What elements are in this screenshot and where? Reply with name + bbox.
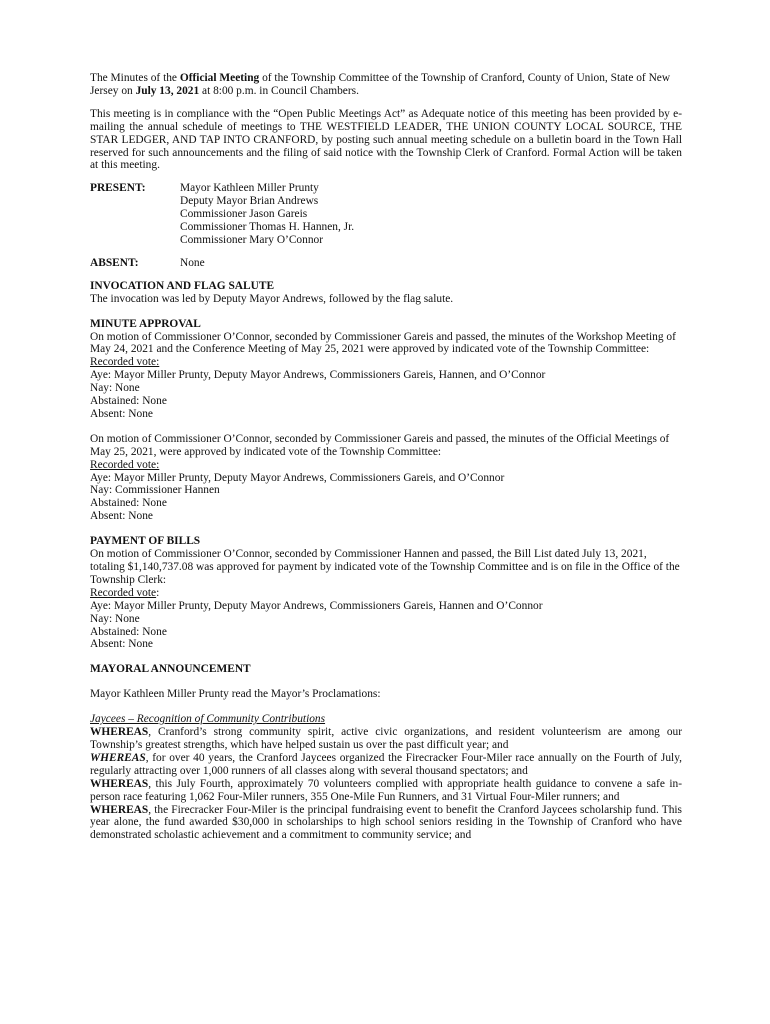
mayoral-heading: MAYORAL ANNOUNCEMENT: [90, 663, 251, 676]
absent-label: ABSENT:: [90, 256, 139, 269]
meeting-date: July 13, 2021: [135, 84, 200, 97]
whereas-clause: [90, 778, 682, 804]
whereas-text: , for over 40 years, the Cranford Jaycees organized the Firecracker Four-Miler race annually on the Fourth of July, regularly attracting over 1,000 runners of all classes along with several thousand spectators; and: [90, 751, 682, 777]
vote-abstained: Abstained: None: [90, 395, 167, 408]
attendee: Mayor Kathleen Miller Prunty: [180, 182, 319, 195]
motion-text: On motion of Commissioner O’Connor, seconded by Commissioner Gareis and passed, the minutes of the Workshop Meeting of May 24, 2021 and the Conference Meeting of May 25, 2021 were approved by indicated vote of the Township Committee:: [90, 330, 676, 356]
vote-absent: Absent: None: [90, 638, 153, 651]
vote-aye: Aye: Mayor Miller Prunty, Deputy Mayor Andrews, Commissioners Gareis, and O’Connor: [90, 471, 505, 484]
whereas-clause: [90, 726, 682, 752]
whereas-text: , this July Fourth, approximately 70 volunteers complied with appropriate health guidance to convene a safe in-person race featuring 1,062 Four-Miler runners, 355 One-Mile Fun Runners, and 31 Virtual Four-Miler runners; and: [90, 777, 682, 803]
attendee: Commissioner Thomas H. Hannen, Jr.: [180, 221, 355, 234]
recorded-vote-label: Recorded vote:: [90, 458, 160, 471]
attendee: Commissioner Jason Gareis: [180, 208, 308, 221]
vote-nay: Nay: Commissioner Hannen: [90, 484, 220, 497]
attendee: Commissioner Mary O’Connor: [180, 233, 324, 246]
attendee: Deputy Mayor Brian Andrews: [180, 195, 319, 208]
whereas-lead: WHEREAS: [90, 751, 146, 764]
intro-paragraph: [90, 72, 682, 98]
present-block: [90, 182, 682, 247]
motion-text: On motion of Commissioner O’Connor, seconded by Commissioner Hannen and passed, the Bill List dated July 13, 2021, totaling $1,140,737.08 was approved for payment by indicated vote of the Township Committee and is on file in the Office of the Township Clerk:: [90, 548, 680, 586]
proclamation-title: Jaycees – Recognition of Community Contributions: [90, 713, 326, 726]
vote-aye: Aye: Mayor Miller Prunty, Deputy Mayor Andrews, Commissioners Gareis, Hannen and O’Connor: [90, 599, 543, 612]
whereas-lead: WHEREAS: [90, 726, 149, 739]
whereas-clause: [90, 804, 682, 843]
absent-block: [90, 257, 682, 270]
document-page: [90, 72, 682, 842]
vote-aye: Aye: Mayor Miller Prunty, Deputy Mayor Andrews, Commissioners Gareis, Hannen, and O’Connor: [90, 369, 546, 382]
mayoral-announcement-section: [90, 663, 682, 676]
invocation-heading: INVOCATION AND FLAG SALUTE: [90, 279, 275, 292]
whereas-clause: [90, 752, 682, 778]
whereas-text: , Cranford’s strong community spirit, active civic organizations, and resident volunteerism are among our Township’s greatest strengths, which have helped sustain us over the past difficult year; and: [90, 726, 682, 751]
vote-abstained: Abstained: None: [90, 497, 167, 510]
meeting-type: Official Meeting: [179, 72, 260, 84]
minute-approval-heading: MINUTE APPROVAL: [90, 317, 201, 330]
bills-heading: PAYMENT OF BILLS: [90, 535, 201, 548]
whereas-lead: WHEREAS: [90, 803, 149, 816]
absent-value: None: [180, 256, 205, 269]
intro-text: The Minutes of the: [90, 72, 180, 84]
recorded-vote-label: Recorded vote:: [90, 586, 160, 599]
whereas-lead: WHEREAS: [90, 777, 149, 790]
present-names: [180, 182, 354, 247]
minute-approval-section: [90, 318, 682, 421]
recorded-vote-text: Recorded vote: [90, 586, 157, 599]
whereas-text: , the Firecracker Four-Miler is the principal fundraising event to benefit the Cranford Jaycees scholarship fund. This year alone, the fund awarded $30,000 in scholarships to high school seniors residing in the Township of Cranford who have demonstrated scholastic achievement and a commitment to community service; and: [90, 803, 682, 842]
vote-nay: Nay: None: [90, 612, 140, 625]
intro-text: at 8:00 p.m. in Council Chambers.: [199, 84, 359, 97]
vote-absent: Absent: None: [90, 407, 153, 420]
motion-text: On motion of Commissioner O’Connor, seconded by Commissioner Gareis and passed, the minutes of the Official Meetings of May 25, 2021, were approved by indicated vote of the Township Committee:: [90, 432, 670, 458]
compliance-paragraph: This meeting is in compliance with the “Open Public Meetings Act” as Adequate notice of this meeting has been provided by e-mailing the annual schedule of meetings to THE WESTFIELD LEADER, THE UNION COUNTY LOCAL SOURCE, THE STAR LEDGER, AND TAP INTO CRANFORD, by posting such annual meeting schedule on a bulletin board in the Town Hall reserved for such announcements and the filing of said notice with the Township Clerk of Cranford. Formal Action will be taken at this meeting.: [90, 107, 682, 172]
minute-approval-second-motion: [90, 433, 682, 523]
invocation-text: The invocation was led by Deputy Mayor Andrews, followed by the flag salute.: [90, 292, 454, 305]
vote-abstained: Abstained: None: [90, 625, 167, 638]
proclamation: [90, 713, 682, 842]
present-label: PRESENT:: [90, 182, 146, 195]
mayoral-text: Mayor Kathleen Miller Prunty read the Mayor’s Proclamations:: [90, 688, 381, 701]
recorded-vote-label: Recorded vote:: [90, 356, 160, 369]
invocation-section: [90, 280, 682, 306]
vote-nay: Nay: None: [90, 382, 140, 395]
intro-text: of the Township Committee of the Township of Cranford, County of Union, State of New Jersey on: [90, 72, 671, 97]
payment-of-bills-section: [90, 535, 682, 651]
vote-absent: Absent: None: [90, 510, 153, 523]
